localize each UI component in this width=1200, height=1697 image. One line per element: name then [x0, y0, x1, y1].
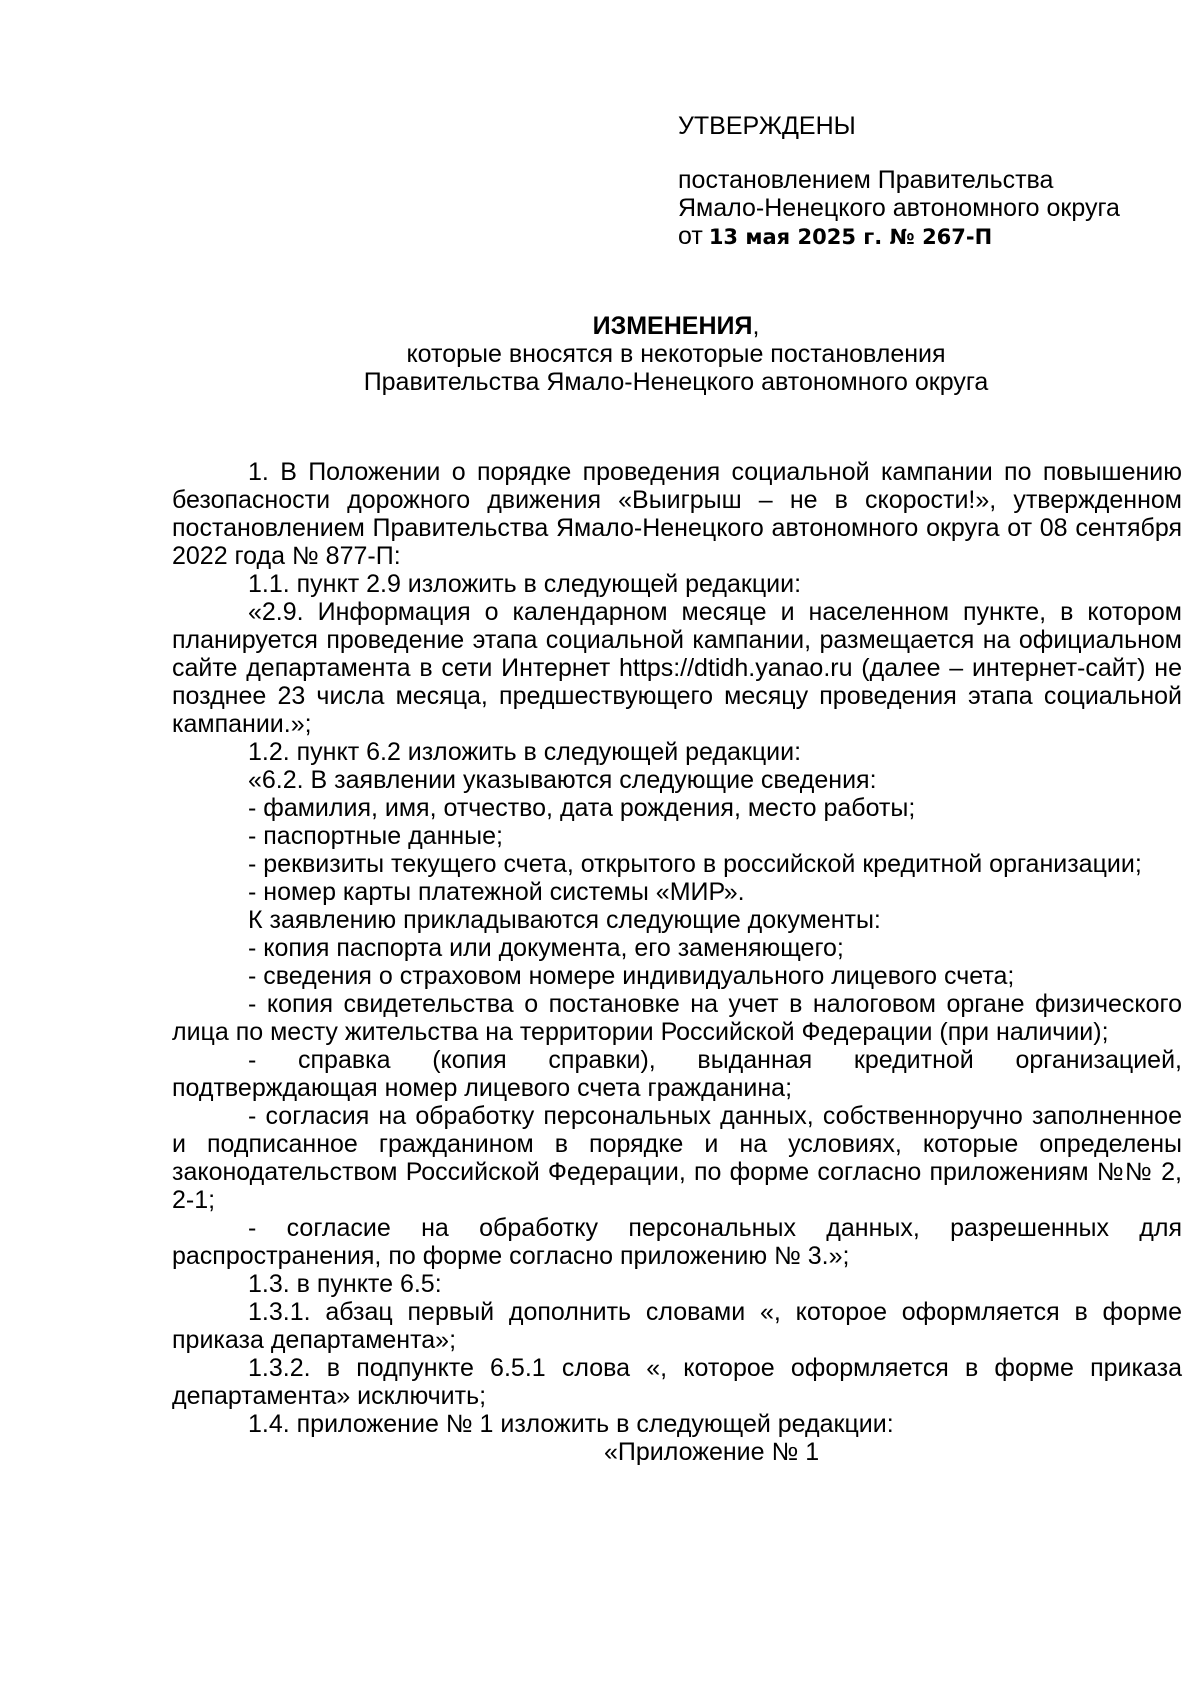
document-title [170, 312, 1182, 396]
title-main-line [170, 312, 1182, 340]
approval-heading: УТВЕРЖДЕНЫ [678, 112, 856, 140]
approval-line: Ямало-Ненецкого автономного округа [678, 194, 1120, 222]
body-paragraph: - копия свидетельства о постановке на учет в налоговом органе физического лица по месту жительства на территории Российской Федерации (при наличии); [172, 990, 1182, 1046]
title-comma: , [752, 312, 760, 340]
approval-block [678, 112, 1178, 251]
body-paragraph: 1.2. пункт 6.2 изложить в следующей редакции: [248, 738, 802, 766]
date-stamp: 13 мая 2025 г. № 267-П [708, 225, 993, 249]
body-paragraph: К заявлению прикладываются следующие документы: [248, 906, 881, 934]
body-paragraph: 1.3. в пункте 6.5: [248, 1270, 442, 1298]
body-paragraph: 1. В Положении о порядке проведения социальной кампании по повышению безопасности дорожного движения «Выигрыш – не в скорости!», утвержденном постановлением Правительства Ямало-Ненецкого автономного округа от 08 сентября 2022 года № 877-П: [172, 458, 1182, 570]
body-paragraph: - согласия на обработку персональных данных, собственноручно заполненное и подписанное гражданином в порядке и на условиях, которые определены законодательством Российской Федерации, по форме согласно приложениям №№ 2, 2-1; [172, 1102, 1182, 1214]
approval-date-line [678, 222, 1178, 251]
body-paragraph: - паспортные данные; [248, 822, 504, 850]
date-prefix: от [678, 222, 703, 250]
body-paragraph: - фамилия, имя, отчество, дата рождения, место работы; [248, 794, 916, 822]
body-paragraph: 1.3.2. в подпункте 6.5.1 слова «, которое оформляется в форме приказа департамента» исключить; [172, 1354, 1182, 1410]
body-paragraph: - номер карты платежной системы «МИР». [248, 878, 745, 906]
document-body [172, 458, 1182, 1466]
body-paragraph: - копия паспорта или документа, его заменяющего; [248, 934, 844, 962]
body-paragraph: - сведения о страховом номере индивидуального лицевого счета; [248, 962, 1015, 990]
title-main: ИЗМЕНЕНИЯ [592, 312, 753, 340]
body-paragraph: - согласие на обработку персональных данных, разрешенных для распространения, по форме согласно приложению № 3.»; [172, 1214, 1182, 1270]
title-line: Правительства Ямало-Ненецкого автономного округа [363, 368, 989, 396]
approval-line: постановлением Правительства [678, 166, 1054, 194]
body-paragraph: 1.4. приложение № 1 изложить в следующей редакции: [248, 1410, 894, 1438]
body-paragraph: «6.2. В заявлении указываются следующие сведения: [248, 766, 877, 794]
body-paragraph: 1.1. пункт 2.9 изложить в следующей редакции: [248, 570, 802, 598]
body-paragraph: - справка (копия справки), выданная кредитной организацией, подтверждающая номер лицевого счета гражданина; [172, 1046, 1182, 1102]
body-paragraph: 1.3.1. абзац первый дополнить словами «, которое оформляется в форме приказа департамента»; [172, 1298, 1182, 1354]
appendix-heading: «Приложение № 1 [604, 1438, 820, 1466]
body-paragraph: «2.9. Информация о календарном месяце и населенном пункте, в котором планируется проведение этапа социальной кампании, размещается на официальном сайте департамента в сети Интернет https://dtidh.yanao.ru (далее – интернет-сайт) не позднее 23 числа месяца, предшествующего месяцу проведения этапа социальной кампании.»; [172, 598, 1182, 738]
body-paragraph: - реквизиты текущего счета, открытого в российской кредитной организации; [248, 850, 1142, 878]
title-line: которые вносятся в некоторые постановления [406, 340, 946, 368]
